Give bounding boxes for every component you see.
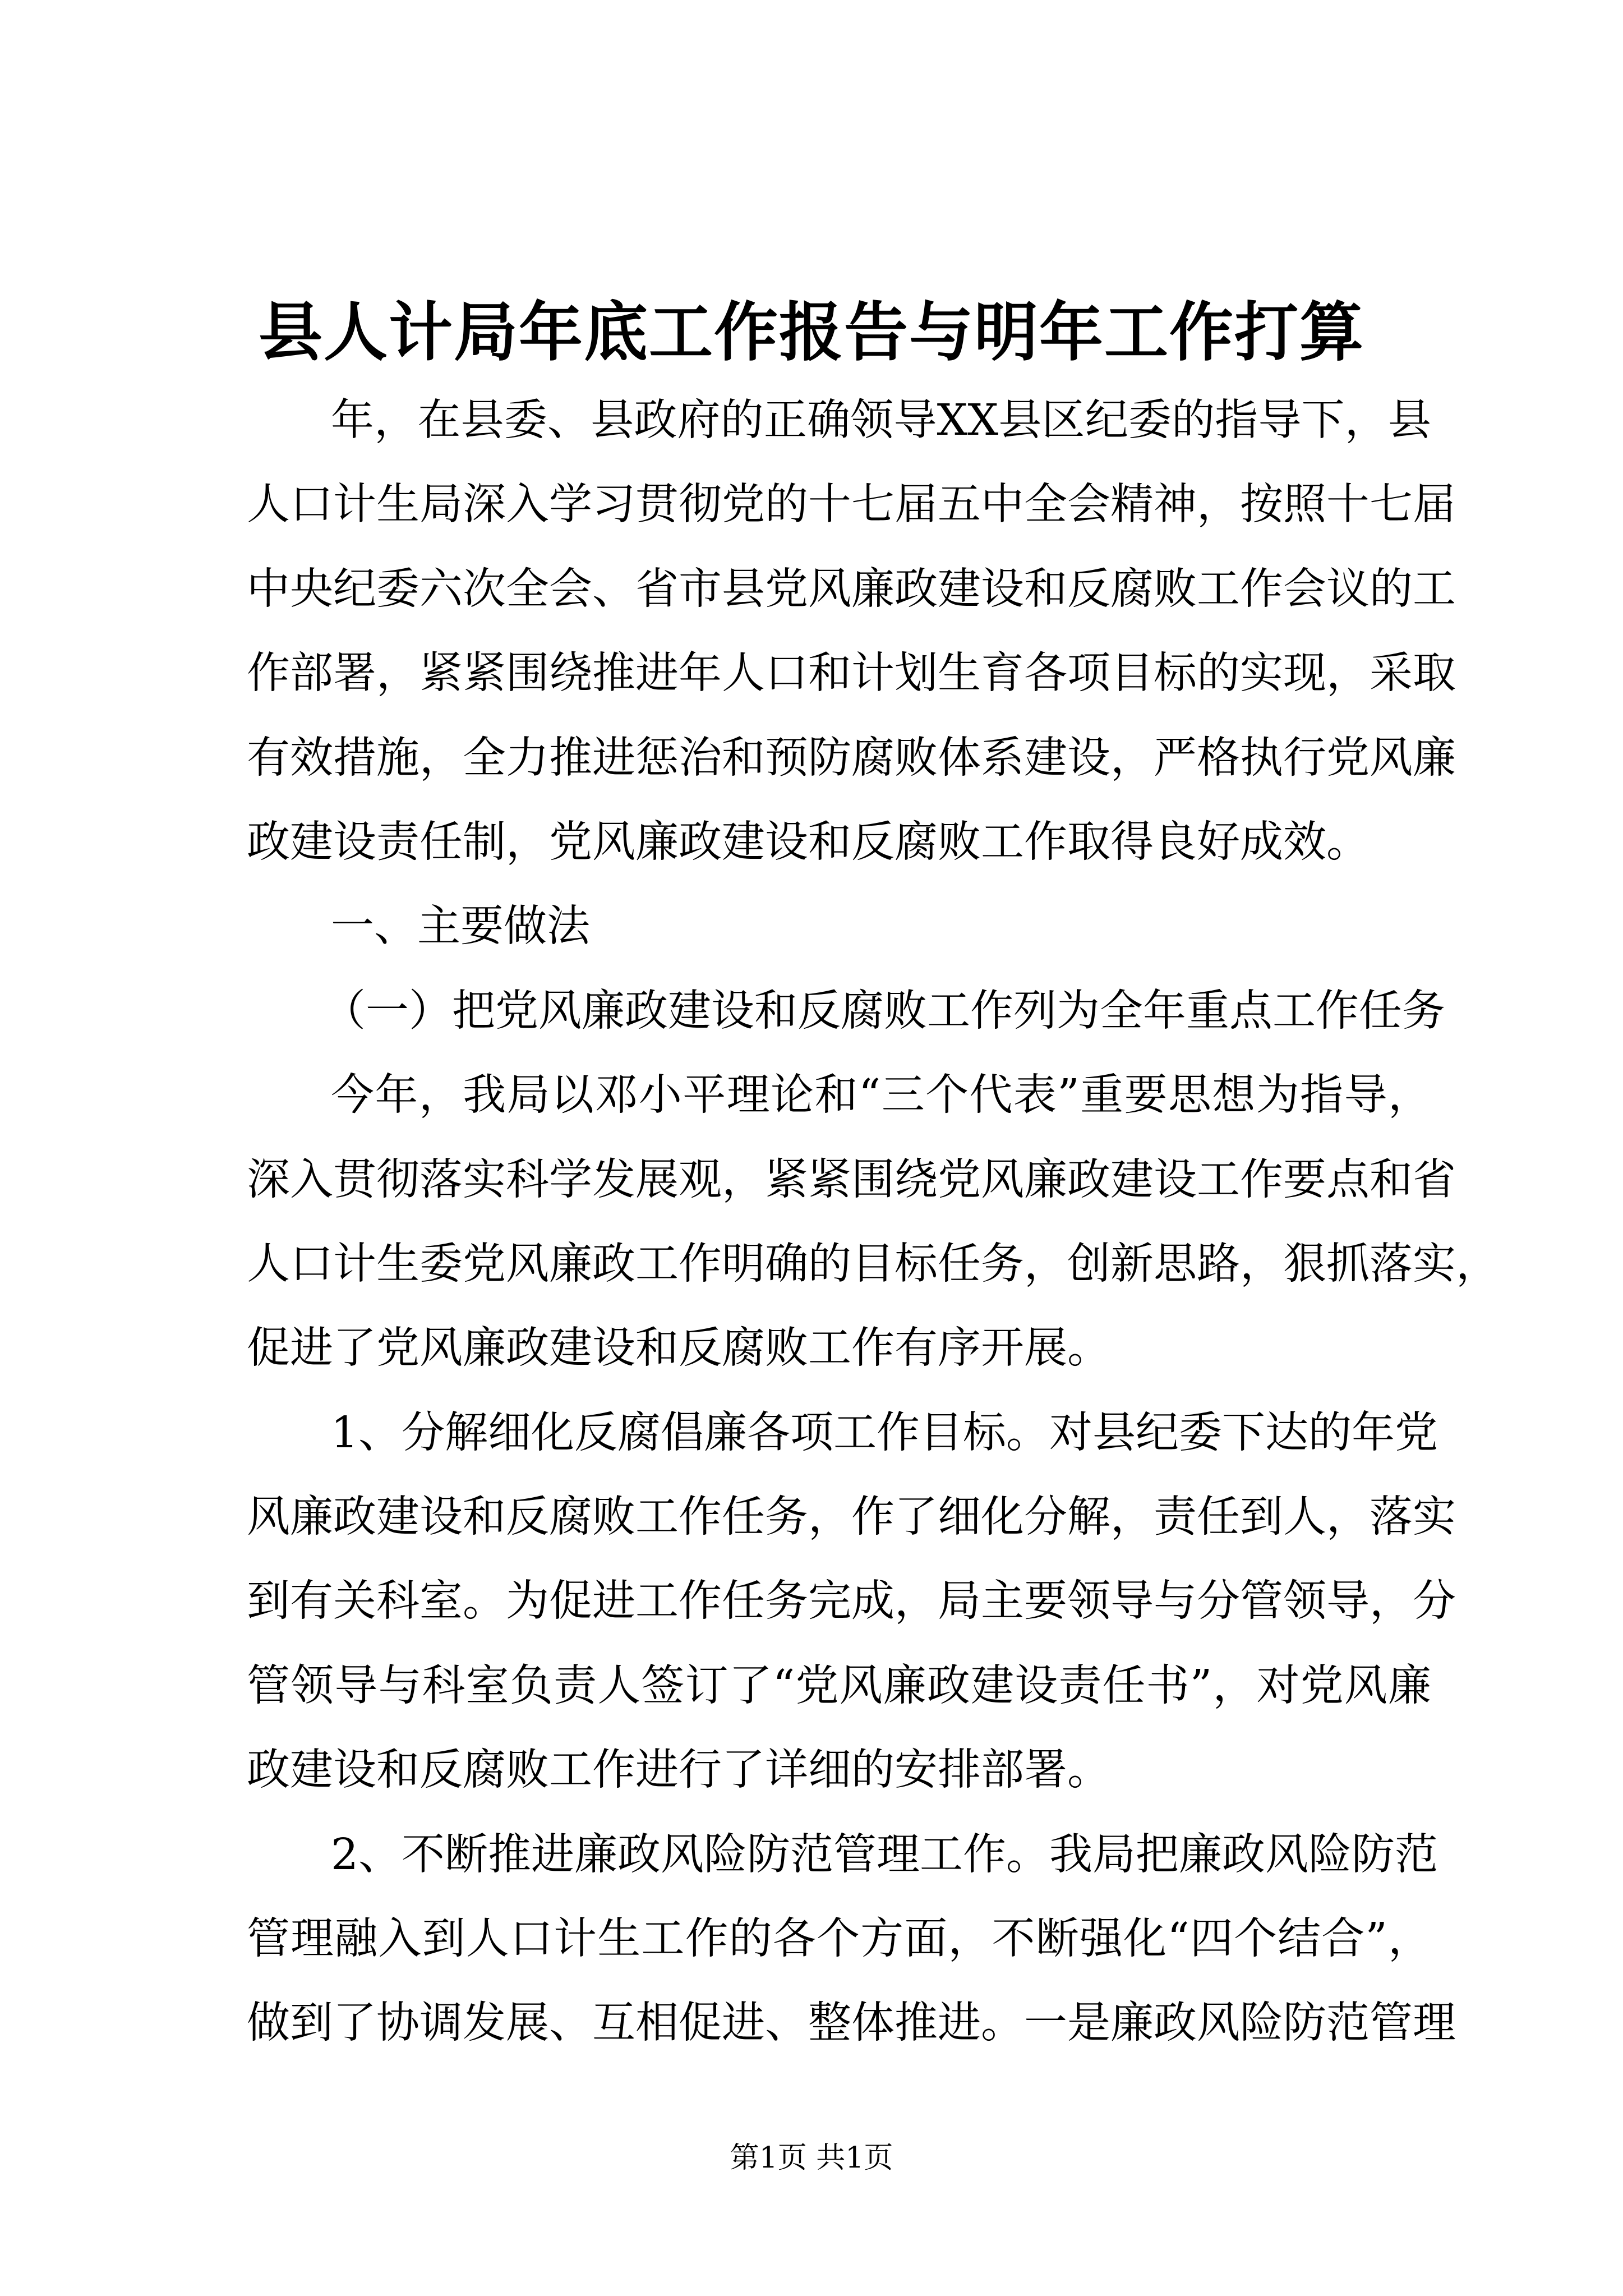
section-heading [247,885,1431,969]
subsection-heading [247,969,1445,1053]
heading-main-practices: 一、主要做法 [331,901,590,952]
paragraph-intro [247,379,1456,885]
text-line: 管理融入到人口计生工作的各个方面，不断强化“四个结合”， [247,1914,1431,1964]
paragraph-item-1 [247,1391,1456,1813]
text-line: 政建设和反腐败工作进行了详细的安排部署。 [247,1745,1110,1796]
text-line: 促进了党风廉政建设和反腐败工作有序开展。 [247,1323,1110,1374]
text-line: 人口计生局深入学习贯彻党的十七届五中全会精神，按照十七届 [247,480,1456,530]
text-line: 人口计生委党风廉政工作明确的目标任务，创新思路，狠抓落实， [247,1239,1499,1289]
text-line: 做到了协调发展、互相促进、整体推进。一是廉政风险防范管理 [247,1998,1456,2049]
text-line: 今年，我局以邓小平理论和“三个代表”重要思想为指导， [331,1070,1431,1121]
document-body [247,379,1499,2066]
document-title: 县人计局年底工作报告与明年工作打算 [258,295,1364,370]
text-line: 1、分解细化反腐倡廉各项工作目标。对县纪委下达的年党 [331,1407,1438,1458]
text-line: 到有关科室。为促进工作任务完成，局主要领导与分管领导，分 [247,1576,1456,1627]
text-line: 年，在县委、县政府的正确领导XX县区纪委的指导下，县 [331,395,1431,445]
text-line: 2、不断推进廉政风险防范管理工作。我局把廉政风险防范 [331,1829,1438,1880]
text-line: 中央纪委六次全会、省市县党风廉政建设和反腐败工作会议的工 [247,564,1456,614]
page-footer: 第1页 共1页 [730,2141,893,2175]
text-line: 政建设责任制，党风廉政建设和反腐败工作取得良好成效。 [247,817,1370,867]
text-line: 深入贯彻落实科学发展观，紧紧围绕党风廉政建设工作要点和省 [247,1154,1456,1205]
text-line: 管领导与科室负责人签订了“党风廉政建设责任书”，对党风廉 [247,1660,1431,1711]
text-line: 作部署，紧紧围绕推进年人口和计划生育各项目标的实现，采取 [247,648,1456,699]
text-line: 风廉政建设和反腐败工作任务，作了细化分解，责任到人，落实 [247,1492,1456,1543]
paragraph-this-year [247,1053,1499,1391]
heading-subsection-1: （一）把党风廉政建设和反腐败工作列为全年重点工作任务 [322,986,1445,1036]
paragraph-item-2 [247,1813,1456,2066]
text-line: 有效措施，全力推进惩治和预防腐败体系建设，严格执行党风廉 [247,733,1456,783]
